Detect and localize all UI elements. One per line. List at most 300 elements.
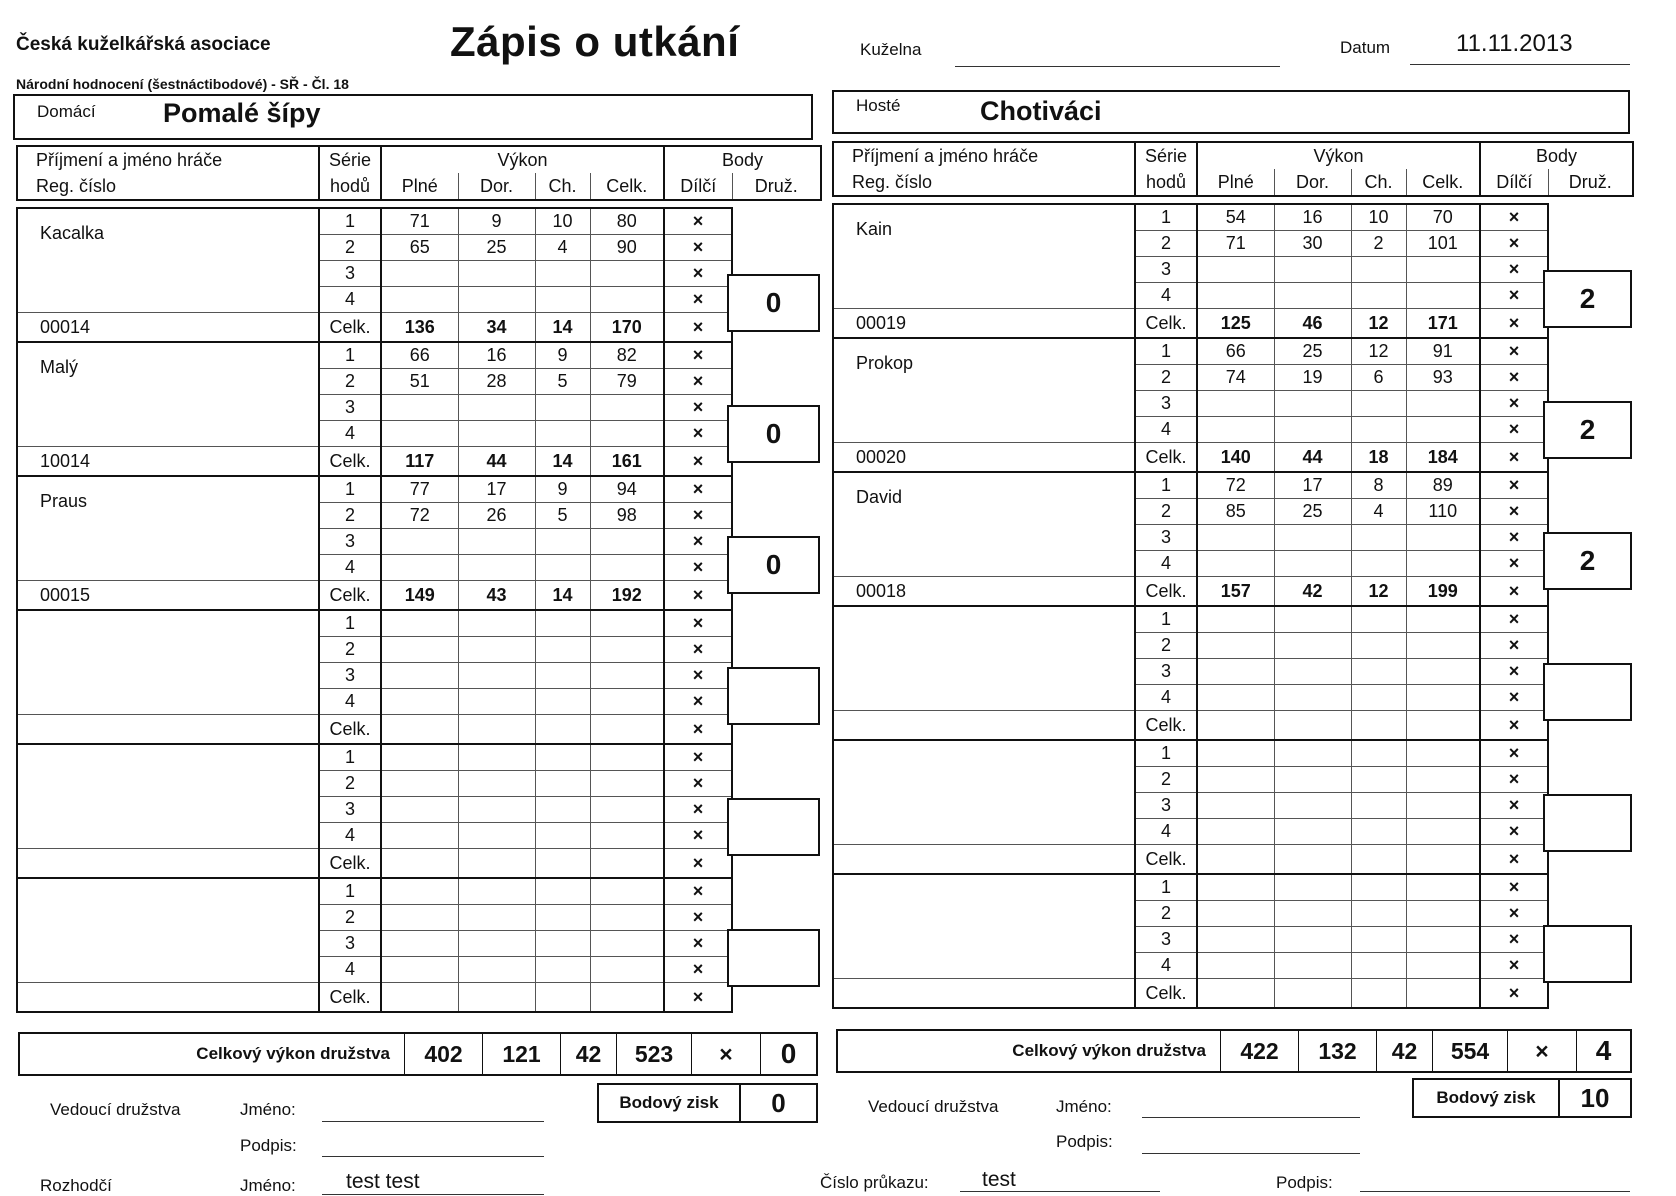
- series-clear[interactable]: [458, 555, 535, 581]
- series-clear[interactable]: [1274, 525, 1351, 551]
- player-total-row: [17, 313, 732, 343]
- series-number: 1: [319, 610, 381, 637]
- series-total[interactable]: 79: [590, 369, 664, 395]
- date-field[interactable]: [1410, 64, 1630, 65]
- series-full[interactable]: [1197, 606, 1274, 633]
- series-full[interactable]: [381, 261, 458, 287]
- series-clear[interactable]: 9: [458, 208, 535, 235]
- series-miss[interactable]: [535, 261, 590, 287]
- series-miss[interactable]: [1351, 257, 1406, 283]
- series-total[interactable]: 98: [590, 503, 664, 529]
- total-sum: [590, 715, 664, 745]
- series-miss[interactable]: [1351, 740, 1406, 767]
- series-miss[interactable]: 10: [1351, 204, 1406, 231]
- team-points-box: 0: [727, 405, 820, 463]
- partial-points-x: ×: [664, 421, 732, 447]
- series-full[interactable]: [1197, 767, 1274, 793]
- series-total[interactable]: 101: [1406, 231, 1480, 257]
- home-captain-name-field[interactable]: [322, 1121, 544, 1122]
- series-miss[interactable]: [1351, 551, 1406, 577]
- series-miss[interactable]: [1351, 606, 1406, 633]
- player-name[interactable]: [17, 610, 319, 715]
- series-clear[interactable]: [1274, 819, 1351, 845]
- partial-points-x: ×: [664, 208, 732, 235]
- series-number: 4: [1135, 953, 1197, 979]
- series-full[interactable]: [381, 771, 458, 797]
- series-clear[interactable]: [458, 744, 535, 771]
- series-clear[interactable]: [458, 931, 535, 957]
- series-clear[interactable]: [1274, 793, 1351, 819]
- team-points-box: 0: [727, 274, 820, 332]
- series-row: [17, 878, 732, 905]
- series-full[interactable]: [1197, 901, 1274, 927]
- series-miss[interactable]: [535, 797, 590, 823]
- partial-points-x: ×: [1480, 577, 1548, 607]
- partial-points-x: ×: [664, 849, 732, 879]
- series-full[interactable]: 71: [1197, 231, 1274, 257]
- series-total[interactable]: [590, 771, 664, 797]
- player-name[interactable]: [17, 878, 319, 983]
- series-total-label: Celk.: [319, 313, 381, 343]
- series-total[interactable]: [590, 421, 664, 447]
- series-full[interactable]: [381, 744, 458, 771]
- series-miss[interactable]: [535, 905, 590, 931]
- team-points-box: 2: [1543, 532, 1632, 590]
- player-reg-number[interactable]: [17, 983, 319, 1013]
- series-row: [17, 342, 732, 369]
- player-reg-number[interactable]: 00015: [17, 581, 319, 611]
- series-full[interactable]: 72: [381, 503, 458, 529]
- series-full[interactable]: [1197, 525, 1274, 551]
- series-miss[interactable]: [535, 529, 590, 555]
- team-total-sum: 523: [616, 1034, 691, 1074]
- series-clear[interactable]: 16: [458, 342, 535, 369]
- header-total: Celk.: [590, 173, 664, 200]
- series-clear[interactable]: [458, 771, 535, 797]
- series-total[interactable]: [1406, 257, 1480, 283]
- series-total[interactable]: [1406, 391, 1480, 417]
- player-reg-number[interactable]: 00020: [833, 443, 1135, 473]
- referee-signature-field[interactable]: [1360, 1191, 1630, 1192]
- series-clear[interactable]: [1274, 874, 1351, 901]
- series-total[interactable]: [1406, 283, 1480, 309]
- series-total[interactable]: [1406, 901, 1480, 927]
- series-total-label: Celk.: [319, 715, 381, 745]
- series-clear[interactable]: [458, 261, 535, 287]
- series-total[interactable]: [590, 905, 664, 931]
- series-clear[interactable]: [1274, 901, 1351, 927]
- series-miss[interactable]: [1351, 901, 1406, 927]
- series-miss[interactable]: [535, 610, 590, 637]
- series-full[interactable]: 74: [1197, 365, 1274, 391]
- series-clear[interactable]: 26: [458, 503, 535, 529]
- series-full[interactable]: 71: [381, 208, 458, 235]
- series-miss[interactable]: [1351, 633, 1406, 659]
- partial-points-x: ×: [1480, 525, 1548, 551]
- series-full[interactable]: [381, 797, 458, 823]
- player-reg-number[interactable]: [833, 845, 1135, 875]
- player-name[interactable]: Malý: [17, 342, 319, 447]
- total-miss: [1351, 979, 1406, 1009]
- total-miss: [1351, 845, 1406, 875]
- series-full[interactable]: [1197, 551, 1274, 577]
- series-total[interactable]: 89: [1406, 472, 1480, 499]
- series-number: 2: [319, 369, 381, 395]
- series-total[interactable]: [590, 744, 664, 771]
- series-total[interactable]: [590, 610, 664, 637]
- series-full[interactable]: [381, 637, 458, 663]
- series-full[interactable]: [381, 689, 458, 715]
- series-full[interactable]: [1197, 927, 1274, 953]
- total-sum: 161: [590, 447, 664, 477]
- series-miss[interactable]: [535, 878, 590, 905]
- total-clear: 42: [1274, 577, 1351, 607]
- series-clear[interactable]: [458, 610, 535, 637]
- series-miss[interactable]: 12: [1351, 338, 1406, 365]
- player-name[interactable]: Prokop: [833, 338, 1135, 443]
- series-miss[interactable]: 9: [535, 342, 590, 369]
- series-miss[interactable]: 5: [535, 503, 590, 529]
- series-total[interactable]: [590, 395, 664, 421]
- series-full[interactable]: [381, 905, 458, 931]
- series-clear[interactable]: 25: [1274, 338, 1351, 365]
- team-points-box: [1543, 794, 1632, 852]
- total-sum: 192: [590, 581, 664, 611]
- series-full[interactable]: [1197, 740, 1274, 767]
- series-clear[interactable]: [1274, 927, 1351, 953]
- total-clear: [458, 983, 535, 1013]
- series-full[interactable]: 77: [381, 476, 458, 503]
- series-clear[interactable]: [1274, 953, 1351, 979]
- series-clear[interactable]: [458, 957, 535, 983]
- series-total[interactable]: 70: [1406, 204, 1480, 231]
- player-name[interactable]: David: [833, 472, 1135, 577]
- series-miss[interactable]: 6: [1351, 365, 1406, 391]
- series-miss[interactable]: [1351, 525, 1406, 551]
- series-miss[interactable]: [535, 421, 590, 447]
- series-total[interactable]: [1406, 874, 1480, 901]
- series-total[interactable]: [1406, 793, 1480, 819]
- series-clear[interactable]: [458, 287, 535, 313]
- partial-points-x: ×: [1480, 204, 1548, 231]
- series-miss[interactable]: 4: [1351, 499, 1406, 525]
- partial-points-x: ×: [664, 983, 732, 1013]
- partial-points-x: ×: [664, 581, 732, 611]
- partial-points-x: ×: [1480, 874, 1548, 901]
- team-total-clear: 132: [1298, 1031, 1376, 1071]
- header-series-2: hodů: [319, 173, 381, 200]
- series-miss[interactable]: [535, 395, 590, 421]
- series-full[interactable]: 51: [381, 369, 458, 395]
- series-full[interactable]: 65: [381, 235, 458, 261]
- away-captain-name-field[interactable]: [1142, 1117, 1360, 1118]
- player-name[interactable]: Praus: [17, 476, 319, 581]
- partial-points-x: ×: [1480, 767, 1548, 793]
- series-clear[interactable]: [1274, 659, 1351, 685]
- series-miss[interactable]: [535, 689, 590, 715]
- series-total[interactable]: [1406, 633, 1480, 659]
- series-clear[interactable]: [458, 395, 535, 421]
- series-clear[interactable]: [458, 878, 535, 905]
- series-total[interactable]: [1406, 953, 1480, 979]
- series-full[interactable]: [381, 421, 458, 447]
- player-reg-number[interactable]: [833, 979, 1135, 1009]
- header-performance: Výkon: [381, 146, 664, 173]
- header-clear: Dor.: [1274, 169, 1351, 196]
- referee-label: Rozhodčí: [40, 1176, 112, 1195]
- series-full[interactable]: [381, 555, 458, 581]
- series-total[interactable]: [1406, 740, 1480, 767]
- series-total[interactable]: 93: [1406, 365, 1480, 391]
- series-total[interactable]: [1406, 551, 1480, 577]
- series-total[interactable]: [590, 823, 664, 849]
- series-total[interactable]: [1406, 606, 1480, 633]
- series-number: 2: [1135, 231, 1197, 257]
- partial-points-x: ×: [664, 715, 732, 745]
- series-miss[interactable]: [1351, 767, 1406, 793]
- series-number: 4: [1135, 551, 1197, 577]
- series-number: 3: [1135, 257, 1197, 283]
- series-total[interactable]: 110: [1406, 499, 1480, 525]
- series-full[interactable]: [381, 931, 458, 957]
- series-clear[interactable]: 16: [1274, 204, 1351, 231]
- series-total[interactable]: [590, 287, 664, 313]
- series-clear[interactable]: [1274, 391, 1351, 417]
- series-full[interactable]: [1197, 793, 1274, 819]
- series-total[interactable]: [590, 261, 664, 287]
- series-miss[interactable]: [1351, 793, 1406, 819]
- series-full[interactable]: [381, 663, 458, 689]
- series-total-label: Celk.: [1135, 845, 1197, 875]
- partial-points-x: ×: [1480, 793, 1548, 819]
- series-number: 3: [319, 261, 381, 287]
- series-full[interactable]: [381, 878, 458, 905]
- series-row: [833, 204, 1548, 231]
- series-number: 3: [319, 663, 381, 689]
- series-miss[interactable]: [535, 744, 590, 771]
- series-total[interactable]: [590, 637, 664, 663]
- referee-id-field[interactable]: [960, 1191, 1160, 1192]
- series-number: 2: [1135, 901, 1197, 927]
- series-miss[interactable]: [535, 555, 590, 581]
- series-miss[interactable]: [535, 957, 590, 983]
- venue-label: Kuželna: [860, 40, 922, 59]
- partial-points-x: ×: [664, 663, 732, 689]
- series-miss[interactable]: 4: [535, 235, 590, 261]
- series-miss[interactable]: [1351, 819, 1406, 845]
- total-sum: [1406, 845, 1480, 875]
- series-miss[interactable]: [1351, 685, 1406, 711]
- venue-field[interactable]: [955, 66, 1280, 67]
- player-reg-number[interactable]: 00014: [17, 313, 319, 343]
- series-full[interactable]: [381, 957, 458, 983]
- player-name[interactable]: Kain: [833, 204, 1135, 309]
- home-captain-label: Vedoucí družstva: [50, 1100, 181, 1119]
- series-full[interactable]: [1197, 417, 1274, 443]
- player-name[interactable]: Kacalka: [17, 208, 319, 313]
- partial-points-x: ×: [664, 369, 732, 395]
- series-total[interactable]: 80: [590, 208, 664, 235]
- series-clear[interactable]: 19: [1274, 365, 1351, 391]
- series-full[interactable]: 66: [1197, 338, 1274, 365]
- series-full[interactable]: 72: [1197, 472, 1274, 499]
- player-reg-number[interactable]: 10014: [17, 447, 319, 477]
- series-miss[interactable]: [1351, 283, 1406, 309]
- series-clear[interactable]: 30: [1274, 231, 1351, 257]
- series-full[interactable]: [381, 823, 458, 849]
- series-clear[interactable]: [458, 637, 535, 663]
- series-miss[interactable]: [535, 931, 590, 957]
- series-number: 3: [319, 931, 381, 957]
- series-total[interactable]: [590, 797, 664, 823]
- header-performance: Výkon: [1197, 142, 1480, 169]
- series-total[interactable]: [590, 878, 664, 905]
- series-clear[interactable]: 25: [1274, 499, 1351, 525]
- team-total-full: 402: [404, 1034, 482, 1074]
- partial-points-x: ×: [664, 261, 732, 287]
- partial-points-x: ×: [664, 395, 732, 421]
- series-clear[interactable]: [458, 905, 535, 931]
- player-reg-number[interactable]: [833, 711, 1135, 741]
- series-clear[interactable]: [458, 797, 535, 823]
- series-miss[interactable]: 8: [1351, 472, 1406, 499]
- partial-points-x: ×: [1480, 391, 1548, 417]
- series-clear[interactable]: [1274, 551, 1351, 577]
- series-total[interactable]: [1406, 819, 1480, 845]
- series-full[interactable]: 85: [1197, 499, 1274, 525]
- series-clear[interactable]: 25: [458, 235, 535, 261]
- series-full[interactable]: [1197, 633, 1274, 659]
- total-sum: 184: [1406, 443, 1480, 473]
- series-full[interactable]: 66: [381, 342, 458, 369]
- series-miss[interactable]: [535, 663, 590, 689]
- series-full[interactable]: [1197, 391, 1274, 417]
- series-miss[interactable]: 10: [535, 208, 590, 235]
- series-clear[interactable]: [458, 689, 535, 715]
- player-reg-number[interactable]: [17, 715, 319, 745]
- series-miss[interactable]: [1351, 391, 1406, 417]
- series-miss[interactable]: [535, 287, 590, 313]
- referee-id-label: Číslo průkazu:: [820, 1173, 929, 1192]
- series-clear[interactable]: [1274, 283, 1351, 309]
- series-miss[interactable]: 9: [535, 476, 590, 503]
- series-total[interactable]: 90: [590, 235, 664, 261]
- series-clear[interactable]: 17: [1274, 472, 1351, 499]
- series-total[interactable]: [590, 663, 664, 689]
- series-total[interactable]: 91: [1406, 338, 1480, 365]
- series-number: 4: [1135, 417, 1197, 443]
- series-full[interactable]: [381, 395, 458, 421]
- player-reg-number[interactable]: [17, 849, 319, 879]
- series-total[interactable]: [590, 689, 664, 715]
- series-total[interactable]: [590, 555, 664, 581]
- home-captain-signature-field[interactable]: [322, 1156, 544, 1157]
- series-miss[interactable]: 5: [535, 369, 590, 395]
- series-full[interactable]: [1197, 953, 1274, 979]
- series-clear[interactable]: [458, 823, 535, 849]
- player-reg-number[interactable]: 00019: [833, 309, 1135, 339]
- series-miss[interactable]: [1351, 927, 1406, 953]
- series-clear[interactable]: [1274, 767, 1351, 793]
- series-row: [833, 472, 1548, 499]
- series-total[interactable]: [1406, 767, 1480, 793]
- series-total[interactable]: [590, 931, 664, 957]
- partial-points-x: ×: [1480, 953, 1548, 979]
- series-miss[interactable]: [1351, 417, 1406, 443]
- series-miss[interactable]: [535, 637, 590, 663]
- partial-points-x: ×: [664, 610, 732, 637]
- series-clear[interactable]: 28: [458, 369, 535, 395]
- series-total[interactable]: [1406, 525, 1480, 551]
- series-row: [17, 610, 732, 637]
- partial-points-x: ×: [664, 771, 732, 797]
- series-total[interactable]: 94: [590, 476, 664, 503]
- series-clear[interactable]: [458, 529, 535, 555]
- player-total-row: [833, 577, 1548, 607]
- series-clear[interactable]: [458, 663, 535, 689]
- series-miss[interactable]: [535, 771, 590, 797]
- series-full[interactable]: [1197, 257, 1274, 283]
- referee-signature-label: Podpis:: [1276, 1173, 1333, 1192]
- partial-points-x: ×: [1480, 283, 1548, 309]
- series-full[interactable]: [381, 529, 458, 555]
- series-total[interactable]: [590, 529, 664, 555]
- referee-name-field[interactable]: [322, 1194, 544, 1195]
- series-clear[interactable]: [1274, 257, 1351, 283]
- series-full[interactable]: [1197, 685, 1274, 711]
- player-name[interactable]: [17, 744, 319, 849]
- partial-points-x: ×: [664, 689, 732, 715]
- series-number: 1: [319, 342, 381, 369]
- series-clear[interactable]: [1274, 633, 1351, 659]
- series-total[interactable]: [590, 957, 664, 983]
- series-clear[interactable]: [1274, 606, 1351, 633]
- series-clear[interactable]: [458, 421, 535, 447]
- series-clear[interactable]: [1274, 685, 1351, 711]
- series-full[interactable]: [381, 287, 458, 313]
- series-full[interactable]: [381, 610, 458, 637]
- series-total[interactable]: [1406, 417, 1480, 443]
- series-total[interactable]: 82: [590, 342, 664, 369]
- series-total[interactable]: [1406, 659, 1480, 685]
- player-name[interactable]: [833, 874, 1135, 979]
- series-miss[interactable]: 2: [1351, 231, 1406, 257]
- player-name[interactable]: [833, 606, 1135, 711]
- series-clear[interactable]: [1274, 740, 1351, 767]
- series-total-label: Celk.: [319, 447, 381, 477]
- series-total[interactable]: [1406, 927, 1480, 953]
- series-full[interactable]: 54: [1197, 204, 1274, 231]
- player-reg-number[interactable]: 00018: [833, 577, 1135, 607]
- player-name[interactable]: [833, 740, 1135, 845]
- away-captain-signature-field[interactable]: [1142, 1153, 1360, 1154]
- series-total[interactable]: [1406, 685, 1480, 711]
- series-miss[interactable]: [1351, 659, 1406, 685]
- series-miss[interactable]: [1351, 953, 1406, 979]
- team-total-label: Celkový výkon družstva: [196, 1044, 390, 1063]
- series-full[interactable]: [1197, 874, 1274, 901]
- series-full[interactable]: [1197, 819, 1274, 845]
- series-full[interactable]: [1197, 659, 1274, 685]
- series-miss[interactable]: [1351, 874, 1406, 901]
- series-clear[interactable]: [1274, 417, 1351, 443]
- total-clear: 43: [458, 581, 535, 611]
- series-miss[interactable]: [535, 823, 590, 849]
- series-full[interactable]: [1197, 283, 1274, 309]
- series-number: 1: [1135, 874, 1197, 901]
- series-clear[interactable]: 17: [458, 476, 535, 503]
- date-label: Datum: [1340, 38, 1391, 57]
